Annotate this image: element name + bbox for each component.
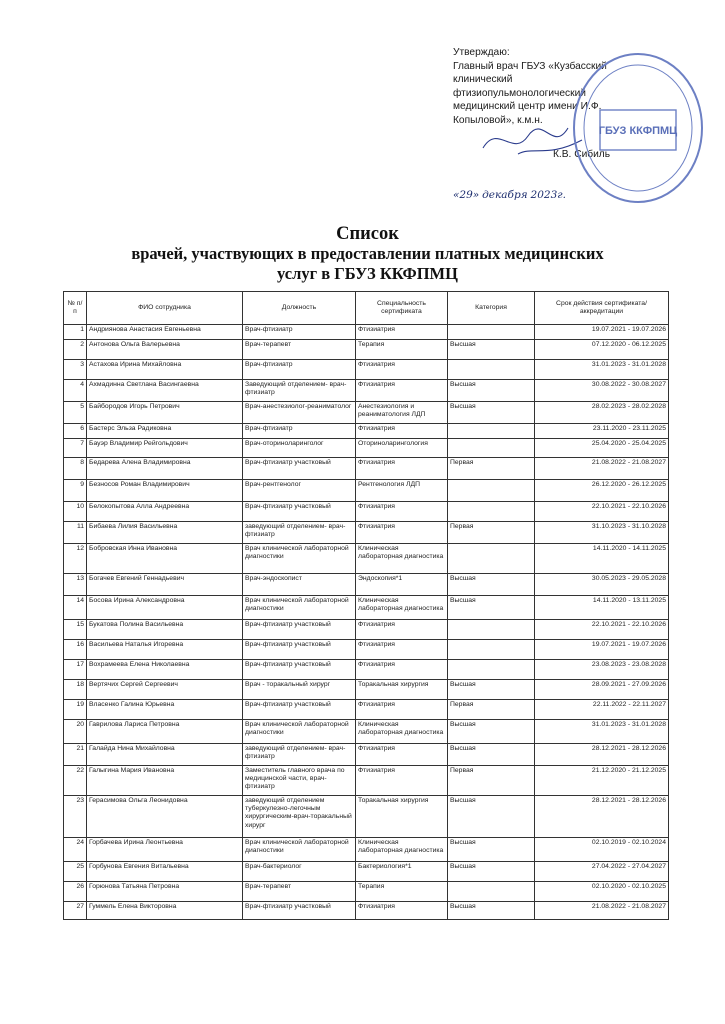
cell-number: 7 [64, 439, 87, 458]
cell-period: 02.10.2019 - 02.10.2024 [535, 838, 669, 862]
cell-number: 14 [64, 596, 87, 620]
cell-position: Врач-бактериолог [243, 862, 356, 882]
approval-line: клинический [453, 74, 513, 86]
table-row [64, 522, 669, 544]
cell-specialty: Фтизиатрия [356, 902, 448, 920]
cell-specialty: Фтизиатрия [356, 620, 448, 640]
table-row [64, 360, 669, 380]
table-row [64, 480, 669, 502]
cell-specialty: Фтизиатрия [356, 640, 448, 660]
cell-position: Врач-эндоскопист [243, 574, 356, 596]
table-row [64, 402, 669, 424]
cell-name: Герасимова Ольга Леонидовна [87, 796, 243, 838]
cell-position: Врач клинической лабораторной диагностики [243, 838, 356, 862]
table-row [64, 882, 669, 902]
table-row [64, 620, 669, 640]
table-row [64, 458, 669, 480]
cell-specialty: Торакальная хирургия [356, 796, 448, 838]
cell-period: 14.11.2020 - 14.11.2025 [535, 544, 669, 574]
header-specialty: Специальность сертификата [356, 292, 448, 325]
table-row [64, 424, 669, 439]
header-name: ФИО сотрудника [87, 292, 243, 325]
cell-specialty: Фтизиатрия [356, 380, 448, 402]
approval-date [453, 189, 566, 203]
cell-period: 28.02.2023 - 28.02.2028 [535, 402, 669, 424]
cell-period: 22.10.2021 - 22.10.2026 [535, 502, 669, 522]
cell-number: 16 [64, 640, 87, 660]
cell-position: Заведующий отделением- врач-фтизиатр [243, 380, 356, 402]
table-row [64, 325, 669, 340]
cell-specialty: Фтизиатрия [356, 458, 448, 480]
cell-number: 8 [64, 458, 87, 480]
cell-category: Высшая [448, 680, 535, 700]
cell-name: Бибаева Лилия Васильевна [87, 522, 243, 544]
cell-specialty: Фтизиатрия [356, 744, 448, 766]
approval-line: фтизиопульмонологический [453, 87, 586, 99]
stamp-text: ГБУЗ ККФПМЦ [598, 125, 678, 137]
cell-number: 22 [64, 766, 87, 796]
cell-period: 31.01.2023 - 31.01.2028 [535, 720, 669, 744]
cell-period: 30.05.2023 - 29.05.2028 [535, 574, 669, 596]
cell-period: 14.11.2020 - 13.11.2025 [535, 596, 669, 620]
cell-name: Галыгина Мария Ивановна [87, 766, 243, 796]
table-row [64, 796, 669, 838]
date-year: 2023г. [530, 189, 566, 201]
cell-position: Врач-фтизиатр участковый [243, 700, 356, 720]
cell-category: Первая [448, 700, 535, 720]
cell-position: Врач-рентгенолог [243, 480, 356, 502]
cell-position: Врач клинической лабораторной диагностики [243, 720, 356, 744]
cell-number: 25 [64, 862, 87, 882]
cell-number: 18 [64, 680, 87, 700]
cell-number: 23 [64, 796, 87, 838]
cell-category: Высшая [448, 596, 535, 620]
table-row [64, 720, 669, 744]
cell-number: 4 [64, 380, 87, 402]
cell-name: Андриянова Анастасия Евгеньевна [87, 325, 243, 340]
cell-category: Высшая [448, 744, 535, 766]
cell-specialty: Фтизиатрия [356, 766, 448, 796]
cell-period: 27.04.2022 - 27.04.2027 [535, 862, 669, 882]
cell-period: 22.11.2022 - 22.11.2027 [535, 700, 669, 720]
cell-specialty: Фтизиатрия [356, 700, 448, 720]
table-row [64, 439, 669, 458]
signer-name: К.В. Сибиль [553, 149, 611, 160]
cell-name: Бобровская Инна Ивановна [87, 544, 243, 574]
cell-name: Астахова Ирина Михайловна [87, 360, 243, 380]
cell-period: 31.10.2023 - 31.10.2028 [535, 522, 669, 544]
cell-position: Врач-терапевт [243, 882, 356, 902]
table-row [64, 862, 669, 882]
table-row [64, 766, 669, 796]
cell-number: 27 [64, 902, 87, 920]
cell-specialty: Фтизиатрия [356, 502, 448, 522]
cell-position: Врач-фтизиатр [243, 424, 356, 439]
cell-position: Врач клинической лабораторной диагностики [243, 596, 356, 620]
cell-number: 1 [64, 325, 87, 340]
cell-specialty: Клиническая лабораторная диагностика [356, 544, 448, 574]
cell-specialty: Бактериология*1 [356, 862, 448, 882]
cell-period: 23.11.2020 - 23.11.2025 [535, 424, 669, 439]
cell-number: 10 [64, 502, 87, 522]
cell-position: Врач - торакальный хирург [243, 680, 356, 700]
cell-name: Бауэр Владимир Рейгольдович [87, 439, 243, 458]
cell-number: 12 [64, 544, 87, 574]
cell-number: 13 [64, 574, 87, 596]
cell-period: 21.12.2020 - 21.12.2025 [535, 766, 669, 796]
table-row [64, 380, 669, 402]
cell-category [448, 544, 535, 574]
cell-position: Врач-терапевт [243, 340, 356, 360]
cell-name: Горбунова Евгения Витальевна [87, 862, 243, 882]
cell-specialty: Фтизиатрия [356, 424, 448, 439]
cell-name: Галайда Нина Михайловна [87, 744, 243, 766]
cell-name: Гуммель Елена Викторовна [87, 902, 243, 920]
cell-number: 6 [64, 424, 87, 439]
cell-category: Первая [448, 522, 535, 544]
cell-number: 24 [64, 838, 87, 862]
cell-number: 19 [64, 700, 87, 720]
cell-position: Врач-фтизиатр участковый [243, 458, 356, 480]
cell-category [448, 360, 535, 380]
table-row [64, 838, 669, 862]
table-row [64, 700, 669, 720]
cell-category [448, 882, 535, 902]
cell-category [448, 424, 535, 439]
cell-category: Высшая [448, 574, 535, 596]
cell-period: 26.12.2020 - 26.12.2025 [535, 480, 669, 502]
cell-name: Ахмадинна Светлана Васингаевна [87, 380, 243, 402]
cell-position: заведующий отделением туберкулезно-легочным хирургическим-врач-торакальный хирург [243, 796, 356, 838]
cell-category: Высшая [448, 796, 535, 838]
cell-name: Богачев Евгений Геннадьевич [87, 574, 243, 596]
cell-specialty: Анестезиология и реаниматология ЛДП [356, 402, 448, 424]
table-row [64, 744, 669, 766]
cell-category: Высшая [448, 902, 535, 920]
cell-name: Власенко Галина Юрьевна [87, 700, 243, 720]
cell-position: Врач клинической лабораторной диагностики [243, 544, 356, 574]
cell-period: 28.09.2021 - 27.09.2026 [535, 680, 669, 700]
cell-name: Вохрамеева Елена Николаевна [87, 660, 243, 680]
table-row [64, 660, 669, 680]
cell-name: Белокопытова Алла Андреевна [87, 502, 243, 522]
cell-category [448, 620, 535, 640]
cell-name: Бедарева Алена Владимировна [87, 458, 243, 480]
cell-specialty: Эндоскопия*1 [356, 574, 448, 596]
cell-category [448, 439, 535, 458]
cell-position: Врач-фтизиатр участковый [243, 502, 356, 522]
cell-number: 9 [64, 480, 87, 502]
table-row [64, 340, 669, 360]
cell-category: Высшая [448, 340, 535, 360]
cell-position: заведующий отделением- врач-фтизиатр [243, 522, 356, 544]
cell-period: 21.08.2022 - 21.08.2027 [535, 902, 669, 920]
cell-specialty: Фтизиатрия [356, 660, 448, 680]
cell-category: Высшая [448, 720, 535, 744]
cell-number: 11 [64, 522, 87, 544]
cell-category: Высшая [448, 862, 535, 882]
document-subtitle-line2: услуг в ГБУЗ ККФПМЦ [277, 264, 458, 283]
table-row [64, 544, 669, 574]
cell-category: Первая [448, 766, 535, 796]
date-month: декабря [482, 189, 528, 201]
cell-period: 28.12.2021 - 28.12.2026 [535, 796, 669, 838]
cell-specialty: Фтизиатрия [356, 325, 448, 340]
cell-specialty: Рентгенология ЛДП [356, 480, 448, 502]
cell-name: Вертячих Сергей Сергеевич [87, 680, 243, 700]
approval-line: медицинский центр имени И.Ф. [453, 101, 602, 113]
cell-period: 23.08.2023 - 23.08.2028 [535, 660, 669, 680]
cell-category: Высшая [448, 402, 535, 424]
approval-line: Главный врач ГБУЗ «Кузбасский [453, 60, 607, 72]
cell-name: Горюнова Татьяна Петровна [87, 882, 243, 902]
cell-specialty: Клиническая лабораторная диагностика [356, 838, 448, 862]
table-body [64, 325, 669, 920]
cell-position: Врач-фтизиатр [243, 360, 356, 380]
header-category: Категория [448, 292, 535, 325]
cell-period: 22.10.2021 - 22.10.2026 [535, 620, 669, 640]
cell-period: 25.04.2020 - 25.04.2025 [535, 439, 669, 458]
cell-category [448, 480, 535, 502]
cell-period: 30.08.2022 - 30.08.2027 [535, 380, 669, 402]
cell-specialty: Клиническая лабораторная диагностика [356, 720, 448, 744]
cell-period: 02.10.2020 - 02.10.2025 [535, 882, 669, 902]
cell-position: Врач-фтизиатр участковый [243, 902, 356, 920]
cell-category [448, 502, 535, 522]
cell-category: Первая [448, 458, 535, 480]
date-day: «29» [453, 189, 480, 201]
cell-specialty: Фтизиатрия [356, 360, 448, 380]
table-row [64, 502, 669, 522]
table-row [64, 680, 669, 700]
cell-specialty: Клиническая лабораторная диагностика [356, 596, 448, 620]
cell-period: 21.08.2022 - 21.08.2027 [535, 458, 669, 480]
document-title: Список [336, 224, 399, 244]
cell-position: заведующий отделением- врач-фтизиатр [243, 744, 356, 766]
cell-position: Врач-фтизиатр [243, 325, 356, 340]
table-header-row [64, 292, 669, 325]
cell-name: Горбачева Ирина Леонтьевна [87, 838, 243, 862]
cell-category: Высшая [448, 380, 535, 402]
cell-period: 28.12.2021 - 28.12.2026 [535, 744, 669, 766]
round-stamp [570, 48, 706, 208]
table-row [64, 574, 669, 596]
cell-name: Безносов Роман Владимирович [87, 480, 243, 502]
cell-period: 19.07.2021 - 19.07.2026 [535, 325, 669, 340]
cell-number: 2 [64, 340, 87, 360]
cell-category [448, 660, 535, 680]
cell-name: Гаврилова Лариса Петровна [87, 720, 243, 744]
cell-specialty: Терапия [356, 882, 448, 902]
cell-position: Врач-фтизиатр участковый [243, 620, 356, 640]
cell-position: Заместитель главного врача по медицинской части, врач-фтизиатр [243, 766, 356, 796]
cell-specialty: Оториноларингология [356, 439, 448, 458]
document-subtitle: врачей, участвующих в предоставлении платных медицинских [131, 244, 604, 263]
cell-category [448, 325, 535, 340]
header-period: Срок действия сертификата/аккредитации [535, 292, 669, 325]
cell-position: Врач-анестезиолог-реаниматолог [243, 402, 356, 424]
cell-specialty: Фтизиатрия [356, 522, 448, 544]
table-row [64, 596, 669, 620]
cell-specialty: Торакальная хирургия [356, 680, 448, 700]
cell-number: 26 [64, 882, 87, 902]
cell-period: 31.01.2023 - 31.01.2028 [535, 360, 669, 380]
doctors-table [63, 291, 669, 920]
cell-name: Букатова Полина Васильевна [87, 620, 243, 640]
cell-number: 15 [64, 620, 87, 640]
approval-line: Копыловой», к.м.н. [453, 114, 543, 126]
approval-line: Утверждаю: [453, 47, 510, 58]
cell-name: Бастерс Эльза Радиковна [87, 424, 243, 439]
header-position: Должность [243, 292, 356, 325]
cell-period: 19.07.2021 - 19.07.2026 [535, 640, 669, 660]
cell-number: 3 [64, 360, 87, 380]
cell-specialty: Терапия [356, 340, 448, 360]
cell-category: Высшая [448, 838, 535, 862]
cell-name: Васильева Наталья Игоревна [87, 640, 243, 660]
cell-number: 17 [64, 660, 87, 680]
cell-position: Врач-фтизиатр участковый [243, 640, 356, 660]
cell-name: Антонова Ольга Валерьевна [87, 340, 243, 360]
cell-number: 21 [64, 744, 87, 766]
cell-name: Босова Ирина Александровна [87, 596, 243, 620]
cell-number: 20 [64, 720, 87, 744]
cell-position: Врач-фтизиатр участковый [243, 660, 356, 680]
cell-category [448, 640, 535, 660]
cell-number: 5 [64, 402, 87, 424]
header-number: № п/п [64, 292, 87, 325]
cell-name: Байбородов Игорь Петрович [87, 402, 243, 424]
cell-position: Врач-оториноларинголог [243, 439, 356, 458]
table-row [64, 902, 669, 920]
table-row [64, 640, 669, 660]
cell-period: 07.12.2020 - 06.12.2025 [535, 340, 669, 360]
